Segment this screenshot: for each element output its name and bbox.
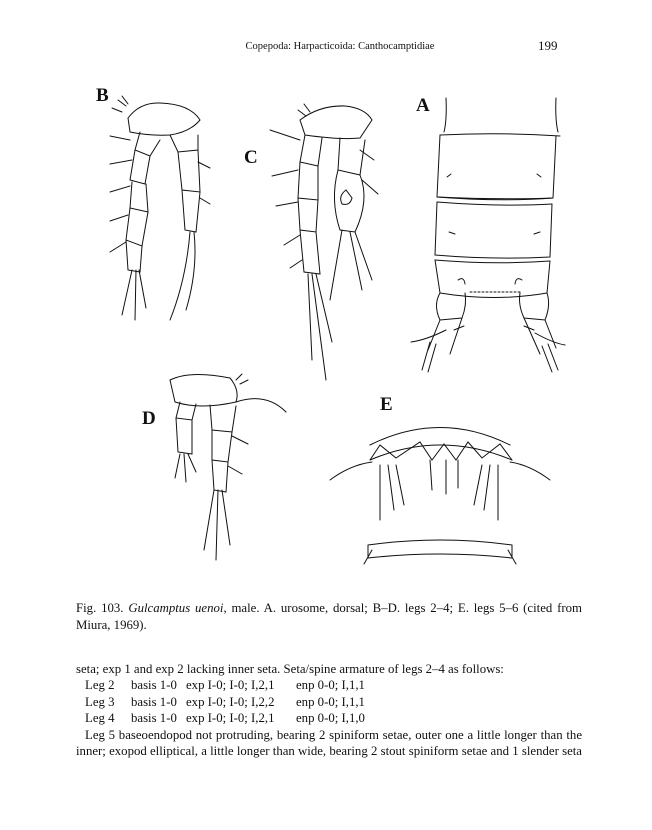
body-line-1: seta; exp 1 and exp 2 lacking inner seta. Seta/spine armature of legs 2–4 as follows: bbox=[76, 662, 504, 676]
leg-exp: exp I-0; I-0; I,2,1 bbox=[186, 678, 275, 693]
leg-enp: enp 0-0; I,1,0 bbox=[296, 711, 365, 726]
caption-species: Gulcamptus uenoi bbox=[128, 601, 224, 615]
leg-exp: exp I-0; I-0; I,2,2 bbox=[186, 694, 275, 709]
leg-basis: basis 1-0 bbox=[131, 694, 177, 709]
panel-label-e: E bbox=[380, 394, 393, 415]
panel-label-b: B bbox=[96, 85, 109, 106]
leg-name: Leg 3 bbox=[85, 694, 115, 709]
caption-prefix: Fig. 103. bbox=[76, 601, 124, 615]
leg-enp: enp 0-0; I,1,1 bbox=[296, 678, 365, 693]
figure-103 bbox=[0, 80, 652, 590]
leg-basis: basis 1-0 bbox=[131, 711, 177, 726]
panel-b-leg2-drawing bbox=[110, 96, 210, 320]
caption-rest: , male. A. urosome, dorsal; B–D. legs 2–4; E. legs 5–6 (cited from Miura, 1969). bbox=[76, 601, 582, 632]
panel-d-leg4-drawing bbox=[170, 374, 286, 560]
page-header bbox=[0, 38, 652, 58]
panel-label-c: C bbox=[244, 147, 258, 168]
body-line-leg5: Leg 5 baseoendopod not protruding, bearing 2 spiniform setae, outer one a little longer than the bbox=[85, 727, 582, 742]
leg-enp: enp 0-0; I,1,1 bbox=[296, 694, 365, 709]
running-head: Copepoda: Harpacticoida: Canthocamptidiae bbox=[245, 41, 435, 52]
leg-row-2 bbox=[76, 677, 582, 693]
leg-row-4 bbox=[76, 710, 582, 726]
leg-basis: basis 1-0 bbox=[131, 678, 177, 693]
figure-drawing bbox=[0, 80, 652, 590]
panel-c-leg3-drawing bbox=[270, 104, 378, 380]
panel-label-a: A bbox=[416, 95, 430, 116]
panel-label-d: D bbox=[142, 408, 156, 429]
body-text bbox=[76, 661, 582, 759]
leg-exp: exp I-0; I-0; I,2,1 bbox=[186, 711, 275, 726]
figure-caption bbox=[76, 600, 582, 634]
panel-e-legs5-6-drawing bbox=[330, 428, 550, 565]
body-line-last: inner; exopod elliptical, a little longer than wide, bearing 2 stout spiniform setae and 1 slender seta bbox=[76, 744, 582, 759]
leg-row-3 bbox=[76, 694, 582, 710]
panel-a-urosome-drawing bbox=[411, 98, 565, 372]
page-number: 199 bbox=[538, 38, 558, 53]
leg-name: Leg 2 bbox=[85, 678, 115, 693]
leg-name: Leg 4 bbox=[85, 711, 115, 726]
